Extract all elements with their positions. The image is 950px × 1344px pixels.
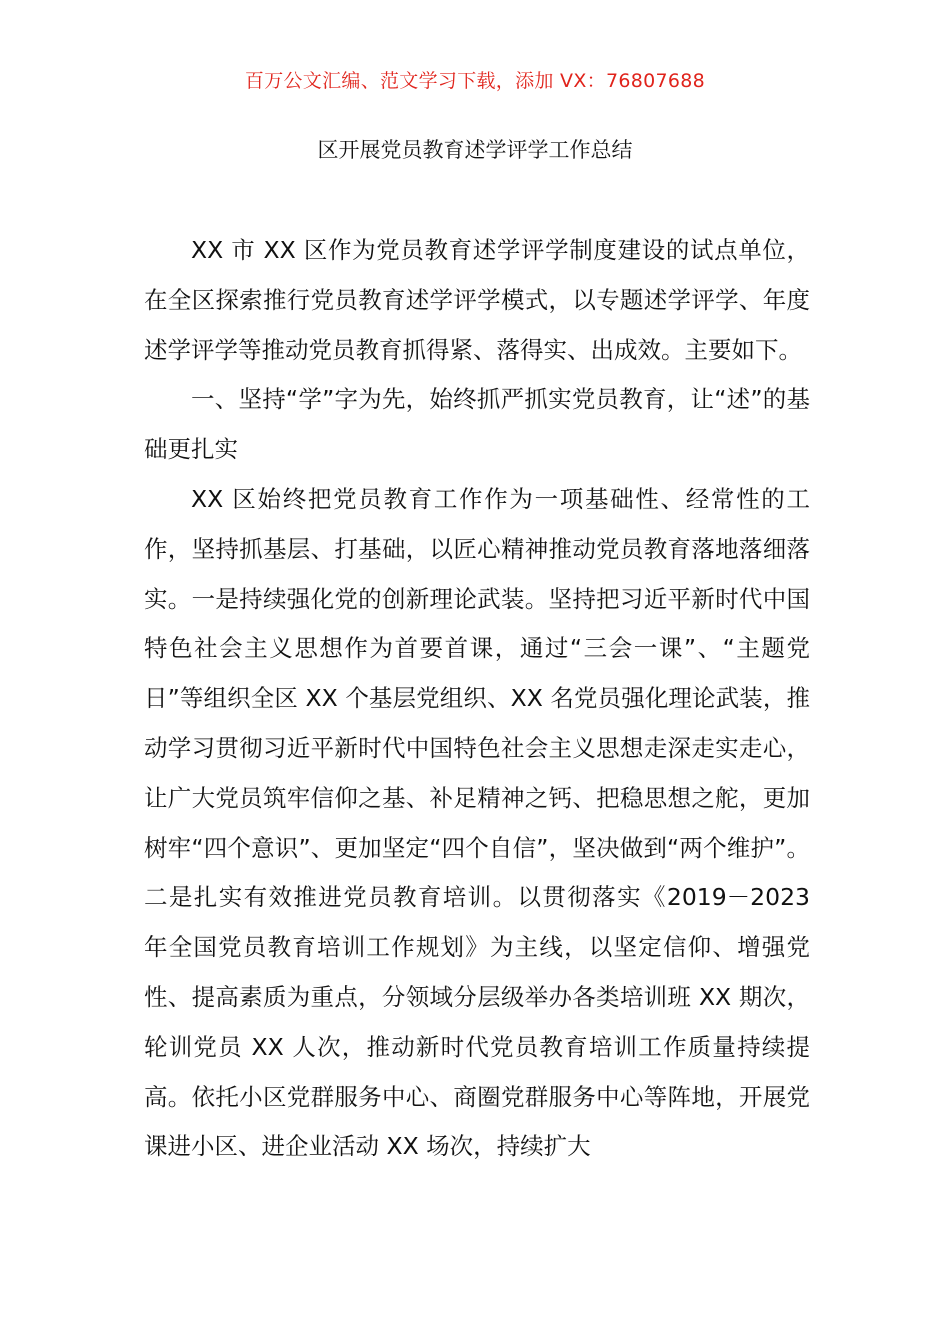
paragraph-section-body: XX 区始终把党员教育工作作为一项基础性、经常性的工作，坚持抓基层、打基础，以匠心精神推动党员教育落地落细落实。一是持续强化党的创新理论武装。坚持把习近平新时代中国特色社会主义思想作为首要首课，通过“三会一课”、“主题党日”等组织全区 XX 个基层党组织、XX 名党员强化理论武装，推动学习贯彻习近平新时代中国特色社会主义思想走深走实走心，让广大党员筑牢信仰之基、补足精神之钙、把稳思想之舵，更加树牢“四个意识”、更加坚定“四个自信”，坚决做到“两个维护”。二是扎实有效推进党员教育培训。以贯彻落实《2019－2023 年全国党员教育培训工作规划》为主线，以坚定信仰、增强党性、提高素质为重点，分领域分层级举办各类培训班 XX 期次，轮训党员 XX 人次，推动新时代党员教育培训工作质量持续提高。依托小区党群服务中心、商圈党群服务中心等阵地，开展党课进小区、进企业活动 XX 场次，持续扩大	[144, 484, 810, 1161]
paragraph-section-heading: 一、坚持“学”字为先，始终抓严抓实党员教育，让“述”的基础更扎实	[144, 385, 810, 464]
document-title: 区开展党员教育述学评学工作总结	[317, 138, 633, 162]
header-promo-note: 百万公文汇编、范文学习下载，添加 VX：76807688	[244, 70, 706, 92]
paragraph-intro: XX 市 XX 区作为党员教育述学评学制度建设的试点单位，在全区探索推行党员教育述学评学模式，以专题述学评学、年度述学评学等推动党员教育抓得紧、落得实、出成效。主要如下。	[144, 236, 810, 364]
document-body	[144, 226, 810, 1172]
